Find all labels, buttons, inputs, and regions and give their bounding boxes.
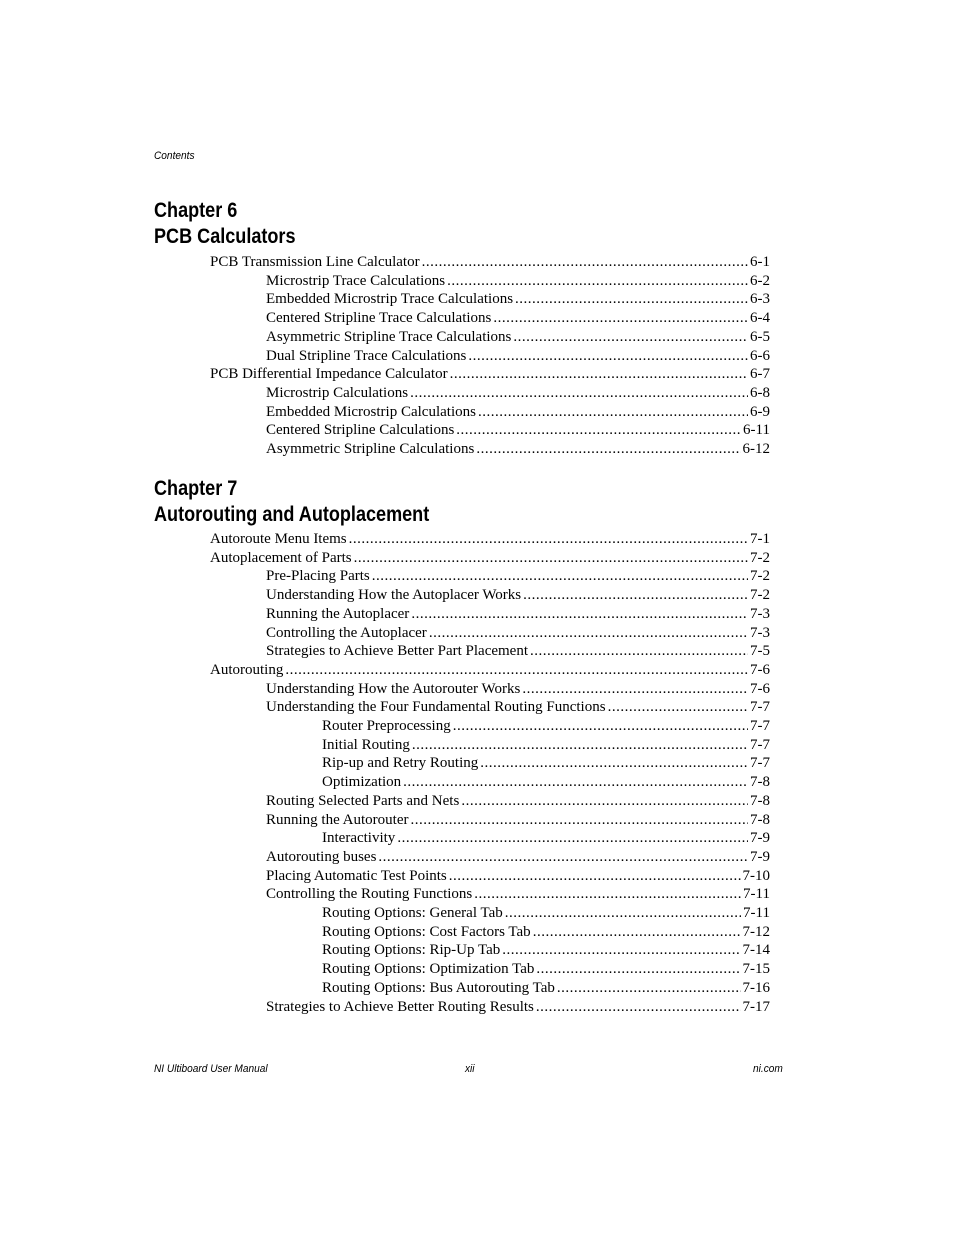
dot-leader bbox=[397, 829, 748, 848]
chapter-title: PCB Calculators bbox=[154, 225, 296, 248]
toc-entry[interactable] bbox=[322, 960, 770, 979]
toc-entry-page: 7-16 bbox=[742, 979, 770, 996]
dot-leader bbox=[354, 549, 748, 568]
dot-leader bbox=[461, 792, 748, 811]
toc-entry-title: Rip-up and Retry Routing bbox=[322, 755, 479, 772]
toc-entry[interactable] bbox=[322, 829, 770, 848]
dot-leader bbox=[447, 272, 748, 291]
toc-entry[interactable] bbox=[322, 904, 770, 923]
toc-entry[interactable] bbox=[322, 736, 770, 755]
toc-entry-title: Routing Options: Rip-Up Tab bbox=[322, 942, 501, 959]
dot-leader bbox=[450, 365, 748, 384]
dot-leader bbox=[522, 680, 748, 699]
dot-leader bbox=[523, 586, 748, 605]
dot-leader bbox=[536, 960, 740, 979]
dot-leader bbox=[456, 421, 741, 440]
dot-leader bbox=[453, 717, 748, 736]
toc-entry[interactable] bbox=[322, 754, 770, 773]
dot-leader bbox=[412, 736, 748, 755]
toc-entry-title: Strategies to Achieve Better Routing Results bbox=[266, 998, 534, 1015]
toc-entry-title: Controlling the Routing Functions bbox=[266, 886, 473, 903]
dot-leader bbox=[349, 530, 748, 549]
toc-entry-title: Asymmetric Stripline Calculations bbox=[266, 441, 475, 457]
toc-entry-title: Asymmetric Stripline Trace Calculations bbox=[266, 328, 512, 345]
footer-manual-title: NI Ultiboard User Manual bbox=[154, 1063, 268, 1075]
toc-entry-title: PCB Transmission Line Calculator bbox=[210, 254, 420, 270]
toc-entry[interactable] bbox=[266, 309, 770, 328]
toc-entry[interactable] bbox=[266, 867, 770, 886]
dot-leader bbox=[403, 773, 748, 792]
toc-entry-page: 7-14 bbox=[742, 942, 770, 959]
dot-leader bbox=[449, 867, 741, 886]
toc-entry[interactable] bbox=[266, 605, 770, 624]
toc-entry-title: Routing Options: General Tab bbox=[322, 905, 503, 921]
toc-entry-title: PCB Differential Impedance Calculator bbox=[210, 366, 448, 383]
dot-leader bbox=[536, 998, 741, 1017]
toc-entry-title: Microstrip Calculations bbox=[266, 384, 409, 401]
dot-leader bbox=[474, 885, 741, 904]
toc-entry[interactable] bbox=[266, 290, 770, 309]
toc-entry-page: 6-9 bbox=[750, 403, 770, 420]
toc-entry-page: 6-7 bbox=[750, 366, 770, 383]
toc-entry-page: 6-1 bbox=[750, 254, 770, 270]
toc-entry-title: Embedded Microstrip Calculations bbox=[266, 403, 476, 420]
toc-entry-title: Centered Stripline Calculations bbox=[266, 422, 455, 439]
toc-entry-title: Centered Stripline Trace Calculations bbox=[266, 310, 492, 327]
toc-entry-page: 6-11 bbox=[743, 422, 770, 439]
toc-entry[interactable] bbox=[266, 567, 770, 586]
toc-entry-title: Routing Selected Parts and Nets bbox=[266, 792, 460, 809]
dot-leader bbox=[480, 754, 748, 773]
toc-entry[interactable] bbox=[266, 885, 770, 904]
chapter-title: Autorouting and Autoplacement bbox=[154, 503, 430, 526]
toc-entry-title: Initial Routing bbox=[322, 736, 410, 753]
toc-entry[interactable] bbox=[266, 586, 770, 605]
toc-entry-title: Understanding the Four Fundamental Routing Functions bbox=[266, 699, 606, 716]
toc-entry-page: 6-5 bbox=[750, 328, 770, 345]
footer-page-number: xii bbox=[465, 1063, 475, 1075]
dot-leader bbox=[515, 290, 748, 309]
toc-entry-page: 7-2 bbox=[750, 587, 770, 604]
toc-entry[interactable] bbox=[322, 717, 770, 736]
toc-entry-title: Running the Autoplacer bbox=[266, 605, 410, 622]
toc-entry-page: 7-3 bbox=[750, 624, 770, 641]
toc-entry-title: Understanding How the Autoplacer Works bbox=[266, 587, 522, 604]
toc-entry-page: 6-8 bbox=[750, 384, 770, 401]
toc-entry-title: Dual Stripline Trace Calculations bbox=[266, 347, 467, 364]
toc-entry-title: Microstrip Trace Calculations bbox=[266, 272, 446, 289]
toc-entry[interactable] bbox=[322, 923, 770, 942]
dot-leader bbox=[476, 440, 740, 459]
toc-entry[interactable] bbox=[266, 811, 770, 830]
dot-leader bbox=[468, 347, 748, 366]
toc-entry[interactable] bbox=[210, 365, 770, 384]
toc-entry[interactable] bbox=[210, 253, 770, 272]
toc-entry-page: 7-6 bbox=[750, 661, 770, 678]
toc-entry[interactable] bbox=[266, 624, 770, 643]
toc-entry[interactable] bbox=[266, 421, 770, 440]
toc-entry[interactable] bbox=[322, 979, 770, 998]
toc-entry-page: 7-8 bbox=[750, 792, 770, 809]
toc-entry-page: 7-2 bbox=[750, 568, 770, 585]
toc-entry[interactable] bbox=[266, 328, 770, 347]
dot-leader bbox=[411, 605, 748, 624]
dot-leader bbox=[429, 624, 748, 643]
toc-entry-title: Autoroute Menu Items bbox=[210, 531, 347, 547]
toc-entry-page: 7-7 bbox=[750, 699, 770, 716]
toc-entry[interactable] bbox=[266, 642, 770, 661]
dot-leader bbox=[493, 309, 748, 328]
dot-leader bbox=[378, 848, 748, 867]
toc-entry[interactable] bbox=[266, 680, 770, 699]
dot-leader bbox=[411, 811, 749, 830]
toc-entry-page: 7-1 bbox=[750, 531, 770, 547]
toc-entry[interactable] bbox=[266, 440, 770, 459]
toc-entry-page: 7-11 bbox=[743, 886, 770, 903]
chapter-6-heading bbox=[154, 198, 296, 250]
toc-entry-title: Routing Options: Bus Autorouting Tab bbox=[322, 979, 555, 996]
dot-leader bbox=[285, 661, 748, 680]
footer-website: ni.com bbox=[753, 1063, 783, 1075]
toc-entry-page: 7-7 bbox=[750, 718, 770, 734]
toc-entry-page: 7-7 bbox=[750, 736, 770, 753]
toc-entry[interactable] bbox=[266, 272, 770, 291]
toc-entry-page: 6-12 bbox=[742, 441, 770, 457]
chapter-7-heading bbox=[154, 476, 429, 528]
toc-entry-page: 7-9 bbox=[750, 830, 770, 847]
toc-entry-title: Optimization bbox=[322, 774, 402, 791]
toc-entry-title: Pre-Placing Parts bbox=[266, 568, 370, 585]
toc-entry[interactable] bbox=[266, 403, 770, 422]
toc-entry-page: 7-7 bbox=[750, 755, 770, 772]
toc-entry[interactable] bbox=[266, 384, 770, 403]
toc-entry-title: Embedded Microstrip Trace Calculations bbox=[266, 291, 514, 308]
toc-entry-title: Routing Options: Cost Factors Tab bbox=[322, 923, 531, 940]
dot-leader bbox=[513, 328, 748, 347]
toc-entry-page: 6-6 bbox=[750, 347, 770, 364]
toc-entry[interactable] bbox=[322, 773, 770, 792]
toc-entry-title: Controlling the Autoplacer bbox=[266, 624, 427, 641]
toc-entry-page: 7-15 bbox=[742, 961, 770, 978]
running-header: Contents bbox=[154, 150, 195, 162]
toc-entry[interactable] bbox=[266, 347, 770, 366]
toc-entry-page: 6-3 bbox=[750, 291, 770, 308]
dot-leader bbox=[422, 253, 748, 272]
dot-leader bbox=[478, 403, 748, 422]
toc-entry[interactable] bbox=[266, 998, 770, 1017]
toc-entry-title: Strategies to Achieve Better Part Placement bbox=[266, 643, 529, 660]
chapter-number: Chapter 6 bbox=[154, 199, 238, 222]
toc-entry-page: 7-12 bbox=[742, 923, 770, 940]
toc-entry-title: Placing Automatic Test Points bbox=[266, 867, 447, 884]
toc-entry-page: 7-11 bbox=[743, 905, 770, 921]
dot-leader bbox=[372, 567, 748, 586]
toc-entry-title: Autoplacement of Parts bbox=[210, 549, 352, 566]
toc-entry-page: 6-2 bbox=[750, 272, 770, 289]
dot-leader bbox=[410, 384, 748, 403]
toc-entry[interactable] bbox=[210, 661, 770, 680]
toc-entry-title: Interactivity bbox=[322, 830, 396, 847]
toc-entry[interactable] bbox=[322, 941, 770, 960]
toc-entry-title: Autorouting bbox=[210, 661, 284, 678]
chapter-number: Chapter 7 bbox=[154, 477, 238, 500]
toc-entry-title: Understanding How the Autorouter Works bbox=[266, 680, 521, 697]
dot-leader bbox=[502, 941, 740, 960]
toc-entry-page: 7-2 bbox=[750, 549, 770, 566]
toc-entry-page: 6-4 bbox=[750, 310, 770, 327]
toc-entry-page: 7-9 bbox=[750, 848, 770, 865]
toc-entry-page: 7-8 bbox=[750, 774, 770, 791]
dot-leader bbox=[533, 923, 741, 942]
toc-entry-title: Router Preprocessing bbox=[322, 718, 451, 734]
dot-leader bbox=[608, 698, 748, 717]
toc-entry-title: Autorouting buses bbox=[266, 848, 377, 865]
toc-entry-page: 7-3 bbox=[750, 605, 770, 622]
toc-entry-page: 7-8 bbox=[750, 811, 770, 828]
toc-entry-page: 7-5 bbox=[750, 643, 770, 660]
toc-entry[interactable] bbox=[210, 530, 770, 549]
toc-entry-page: 7-17 bbox=[742, 998, 770, 1015]
toc-entry-page: 7-10 bbox=[742, 867, 770, 884]
dot-leader bbox=[505, 904, 741, 923]
dot-leader bbox=[530, 642, 748, 661]
toc-entry[interactable] bbox=[266, 792, 770, 811]
toc-entry-page: 7-6 bbox=[750, 680, 770, 697]
toc-entry-title: Running the Autorouter bbox=[266, 811, 409, 828]
toc-entry[interactable] bbox=[210, 549, 770, 568]
toc-entry-title: Routing Options: Optimization Tab bbox=[322, 961, 535, 978]
toc-entry[interactable] bbox=[266, 848, 770, 867]
toc-entry[interactable] bbox=[266, 698, 770, 717]
dot-leader bbox=[557, 979, 741, 998]
